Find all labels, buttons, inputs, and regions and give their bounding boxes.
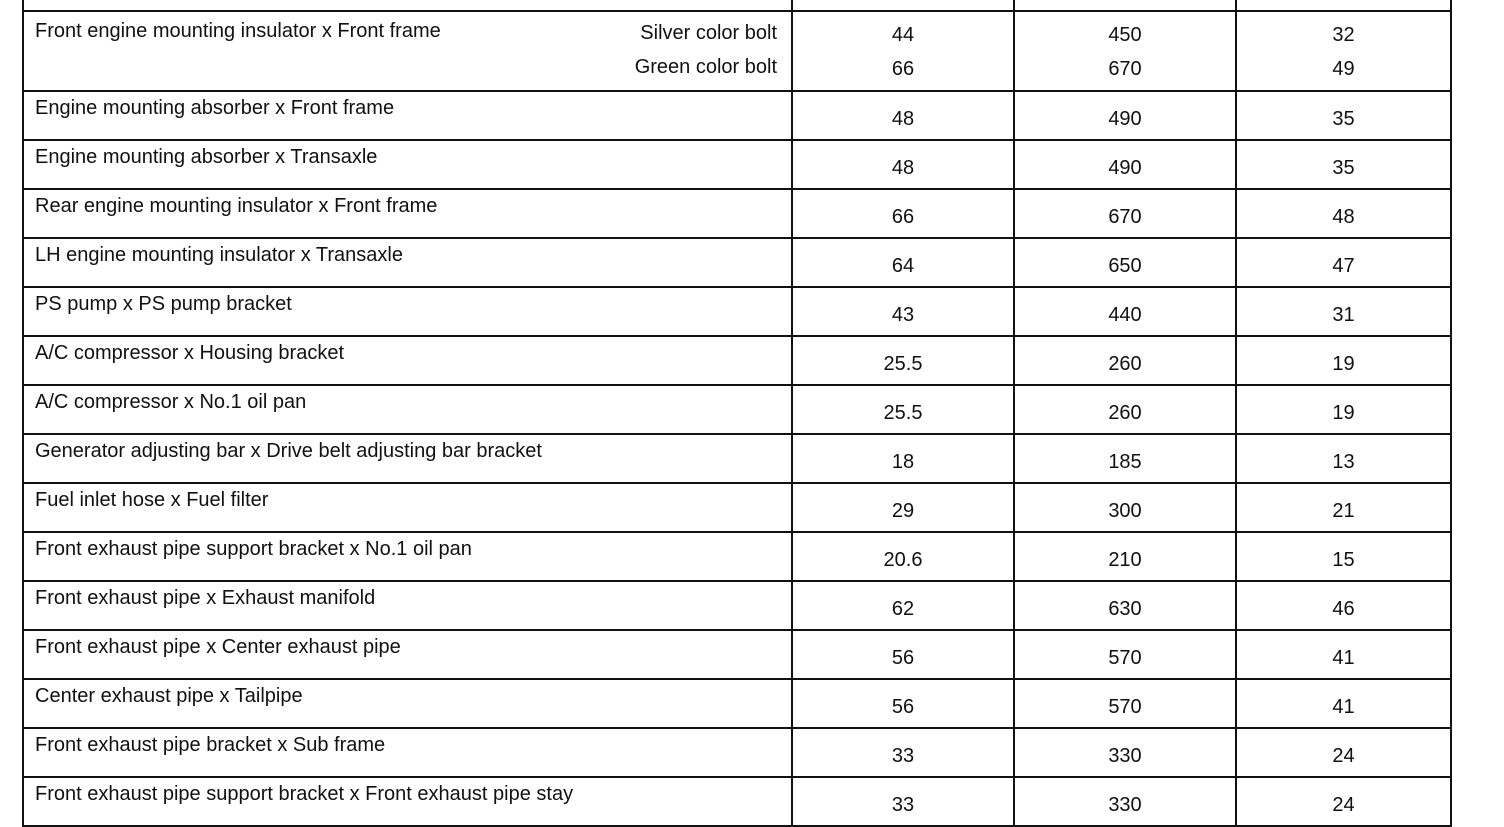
nm-value: 44 bbox=[891, 24, 915, 46]
table-row bbox=[23, 483, 1451, 532]
bolt-variant-label: Green color bolt bbox=[634, 56, 777, 78]
table-row bbox=[23, 238, 1451, 287]
table-row bbox=[23, 581, 1451, 630]
kgf-value: 570 bbox=[1014, 679, 1236, 728]
table-row bbox=[23, 385, 1451, 434]
ftlbf-value: 35 bbox=[1236, 140, 1451, 189]
kgf-value: 330 bbox=[1014, 777, 1236, 826]
nm-value: 48 bbox=[792, 140, 1014, 189]
kgf-value: 650 bbox=[1014, 238, 1236, 287]
part-cell: Front exhaust pipe x Exhaust manifold bbox=[23, 581, 792, 630]
nm-value: 29 bbox=[792, 483, 1014, 532]
kgf-value: 630 bbox=[1014, 581, 1236, 630]
kgf-value: 440 bbox=[1014, 287, 1236, 336]
nm-value: 20.6 bbox=[792, 532, 1014, 581]
kgf-value: 185 bbox=[1014, 434, 1236, 483]
ftlbf-cell bbox=[1236, 11, 1451, 91]
part-cell: Center exhaust pipe x Tailpipe bbox=[23, 679, 792, 728]
part-cell: LH engine mounting insulator x Transaxle bbox=[23, 238, 792, 287]
nm-value: 64 bbox=[792, 238, 1014, 287]
part-cell: A/C compressor x Housing bracket bbox=[23, 336, 792, 385]
kgf-value: 300 bbox=[1014, 483, 1236, 532]
nm-cell-partial bbox=[792, 0, 1014, 11]
ftlbf-value: 47 bbox=[1236, 238, 1451, 287]
table-row-partial bbox=[23, 0, 1451, 11]
table-row bbox=[23, 434, 1451, 483]
part-cell: Engine mounting absorber x Transaxle bbox=[23, 140, 792, 189]
ftlbf-value: 19 bbox=[1236, 385, 1451, 434]
torque-spec-table bbox=[22, 0, 1452, 827]
part-cell: Front exhaust pipe x Center exhaust pipe bbox=[23, 630, 792, 679]
kgf-value: 490 bbox=[1014, 140, 1236, 189]
part-cell: Front exhaust pipe support bracket x No.1 oil pan bbox=[23, 532, 792, 581]
ftlbf-cell-partial bbox=[1236, 0, 1451, 11]
kgf-value: 490 bbox=[1014, 91, 1236, 140]
kgf-cell-partial bbox=[1014, 0, 1236, 11]
table-row bbox=[23, 287, 1451, 336]
nm-value: 62 bbox=[792, 581, 1014, 630]
kgf-value: 670 bbox=[1108, 58, 1142, 80]
nm-value: 56 bbox=[792, 630, 1014, 679]
ftlbf-value: 46 bbox=[1236, 581, 1451, 630]
table-row bbox=[23, 189, 1451, 238]
table-row bbox=[23, 91, 1451, 140]
kgf-value: 450 bbox=[1108, 24, 1142, 46]
ftlbf-value: 41 bbox=[1236, 630, 1451, 679]
ftlbf-value: 35 bbox=[1236, 91, 1451, 140]
nm-cell bbox=[792, 11, 1014, 91]
part-cell bbox=[23, 11, 792, 91]
ftlbf-value: 48 bbox=[1236, 189, 1451, 238]
part-cell: Rear engine mounting insulator x Front frame bbox=[23, 189, 792, 238]
table-row bbox=[23, 140, 1451, 189]
ftlbf-value: 49 bbox=[1332, 58, 1355, 80]
ftlbf-value: 21 bbox=[1236, 483, 1451, 532]
part-cell: A/C compressor x No.1 oil pan bbox=[23, 385, 792, 434]
table-row bbox=[23, 336, 1451, 385]
kgf-value: 670 bbox=[1014, 189, 1236, 238]
nm-value: 48 bbox=[792, 91, 1014, 140]
nm-value: 18 bbox=[792, 434, 1014, 483]
ftlbf-value: 32 bbox=[1332, 24, 1355, 46]
nm-value: 43 bbox=[792, 287, 1014, 336]
kgf-cell bbox=[1014, 11, 1236, 91]
nm-value: 33 bbox=[792, 777, 1014, 826]
part-cell: Fuel inlet hose x Fuel filter bbox=[23, 483, 792, 532]
part-cell: Generator adjusting bar x Drive belt adjusting bar bracket bbox=[23, 434, 792, 483]
kgf-value: 260 bbox=[1014, 385, 1236, 434]
kgf-value: 260 bbox=[1014, 336, 1236, 385]
ftlbf-value: 13 bbox=[1236, 434, 1451, 483]
part-cell: Engine mounting absorber x Front frame bbox=[23, 91, 792, 140]
ftlbf-value: 31 bbox=[1236, 287, 1451, 336]
nm-value: 25.5 bbox=[792, 385, 1014, 434]
nm-value: 33 bbox=[792, 728, 1014, 777]
part-cell: Front exhaust pipe support bracket x Front exhaust pipe stay bbox=[23, 777, 792, 826]
ftlbf-value: 19 bbox=[1236, 336, 1451, 385]
kgf-value: 210 bbox=[1014, 532, 1236, 581]
part-cell: PS pump x PS pump bracket bbox=[23, 287, 792, 336]
table-row bbox=[23, 532, 1451, 581]
nm-value: 25.5 bbox=[792, 336, 1014, 385]
ftlbf-value: 24 bbox=[1236, 777, 1451, 826]
ftlbf-value: 24 bbox=[1236, 728, 1451, 777]
bolt-variant-label: Silver color bolt bbox=[640, 22, 777, 44]
table-row bbox=[23, 630, 1451, 679]
part-name: Front engine mounting insulator x Front frame bbox=[35, 20, 441, 42]
kgf-value: 570 bbox=[1014, 630, 1236, 679]
nm-value: 66 bbox=[891, 58, 915, 80]
table-row bbox=[23, 11, 1451, 91]
ftlbf-value: 41 bbox=[1236, 679, 1451, 728]
kgf-value: 330 bbox=[1014, 728, 1236, 777]
part-cell: Front exhaust pipe bracket x Sub frame bbox=[23, 728, 792, 777]
table-row bbox=[23, 777, 1451, 826]
ftlbf-value: 15 bbox=[1236, 532, 1451, 581]
part-cell-partial bbox=[23, 0, 792, 11]
table-row bbox=[23, 728, 1451, 777]
nm-value: 56 bbox=[792, 679, 1014, 728]
table-row bbox=[23, 679, 1451, 728]
nm-value: 66 bbox=[792, 189, 1014, 238]
